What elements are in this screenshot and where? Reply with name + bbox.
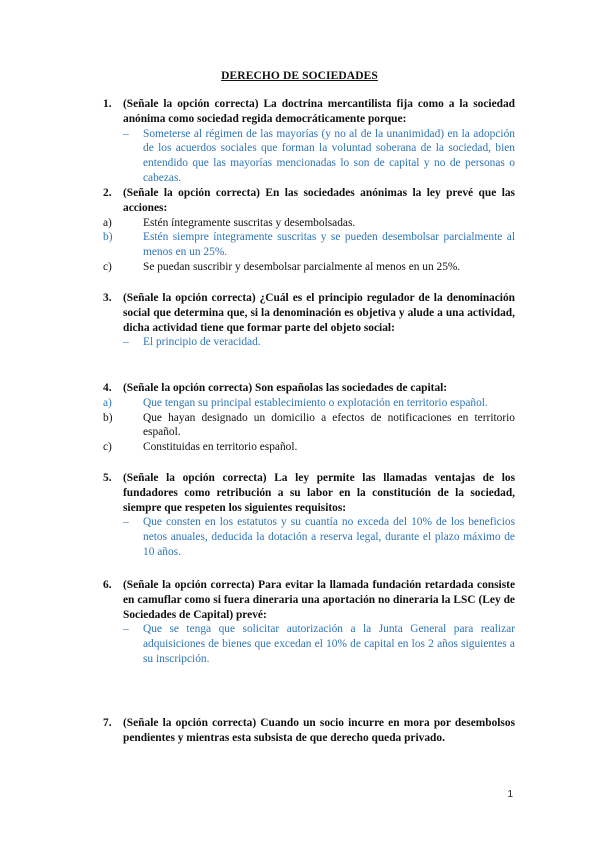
option-text: Constituidas en territorio español. — [143, 441, 298, 454]
question-text: (Señale la opción correcta) La doctrina mercantilista fija como a la sociedad anónima como sociedad regida democráticamente porque: — [123, 98, 515, 125]
question-number: 1. — [103, 98, 112, 110]
question-number: 4. — [103, 382, 112, 394]
option-b — [103, 411, 515, 441]
question-7 — [103, 716, 515, 746]
question-text: (Señale la opción correcta) En las sociedades anónimas la ley prevé que las acciones: — [123, 187, 515, 214]
option-a — [103, 216, 515, 231]
option-marker: b) — [103, 231, 113, 244]
question-text: (Señale la opción correcta) ¿Cuál es el principio regulador de la denominación social que determina que, si la denominación es objetiva y alude a una actividad, dicha actividad tiene que formar parte del objeto social: — [123, 292, 515, 334]
option-marker: – — [123, 336, 129, 349]
question-3 — [103, 291, 515, 350]
option-marker: a) — [103, 396, 112, 409]
option-text: Que tengan su principal establecimiento o explotación en territorio español. — [143, 396, 488, 409]
question-text: (Señale la opción correcta) La ley permite las llamadas ventajas de los fundadores como retribución a su labor en la constitución de la sociedad, siempre que respeten los siguientes requisitos: — [123, 472, 515, 514]
question-number: 7. — [103, 717, 112, 729]
question-1 — [103, 97, 515, 186]
question-text: (Señale la opción correcta) Son españolas las sociedades de capital: — [123, 382, 448, 394]
option-marker: – — [123, 127, 129, 140]
question-2 — [103, 186, 515, 275]
option-text: Se puedan suscribir y desembolsar parcialmente al menos en un 25%. — [143, 260, 461, 273]
option-c — [103, 440, 515, 455]
option-text: Estén siempre íntegramente suscritas y se pueden desembolsar parcialmente al menos en un 25%. — [143, 231, 515, 259]
option-text: Que se tenga que solicitar autorización a la Junta General para realizar adquisiciones de bienes que excedan el 10% de capital en los 2 años siguientes a su inscripción. — [143, 623, 515, 665]
option-marker: – — [123, 623, 129, 636]
option-text: El principio de veracidad. — [143, 336, 261, 349]
question-text: (Señale la opción correcta) Para evitar la llamada fundación retardada consiste en camuflar como si fuera dineraria una aportación no dineraria la LSC (Ley de Sociedades de Capital) prevé: — [123, 579, 515, 621]
answer-option — [103, 515, 515, 559]
question-6 — [103, 578, 515, 667]
question-4 — [103, 381, 515, 455]
option-text: Que hayan designado un domicilio a efectos de notificaciones en territorio español. — [143, 411, 515, 439]
question-text: (Señale la opción correcta) Cuando un socio incurre en mora por desembolsos pendientes y mientras esta subsista de que derecho queda privado. — [123, 717, 515, 744]
option-text: Que consten en los estatutos y su cuantía no exceda del 10% de los beneficios netos anuales, deducida la dotación a reserva legal, durante el plazo máximo de 10 años. — [143, 516, 515, 558]
option-text: Someterse al régimen de las mayorías (y no al de la unanimidad) en la adopción de los acuerdos sociales que forman la voluntad soberana de la sociedad, bien entendido que las mayorías mencionadas lo son de capital y no de personas o cabezas. — [143, 127, 515, 184]
answer-option — [103, 127, 515, 186]
option-marker: – — [123, 516, 129, 529]
question-number: 6. — [103, 579, 112, 591]
option-a — [103, 396, 515, 411]
question-number: 2. — [103, 187, 112, 199]
option-marker: c) — [103, 441, 112, 454]
option-b — [103, 230, 515, 260]
option-text: Estén íntegramente suscritas y desembolsadas. — [143, 216, 356, 229]
question-number: 3. — [103, 292, 112, 304]
document-title: DERECHO DE SOCIEDADES — [221, 70, 378, 82]
option-marker: c) — [103, 260, 112, 273]
option-c — [103, 260, 515, 275]
answer-option — [103, 622, 515, 666]
option-marker: b) — [103, 411, 113, 424]
page-number: 1 — [507, 789, 513, 800]
question-number: 5. — [103, 472, 112, 484]
answer-option — [103, 335, 515, 350]
option-marker: a) — [103, 216, 112, 229]
question-5 — [103, 471, 515, 560]
